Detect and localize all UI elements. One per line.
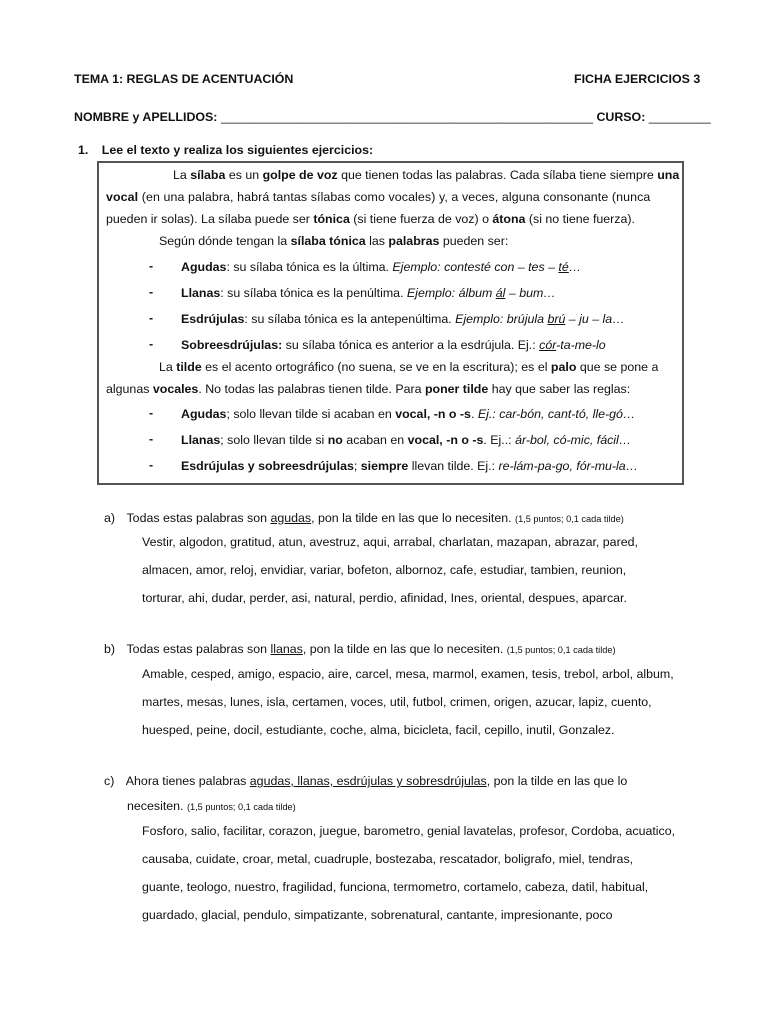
worksheet-title: TEMA 1: REGLAS DE ACENTUACIÓN [74, 72, 294, 86]
exercise-b-letter: b) [104, 642, 116, 656]
bullet-dash: - [149, 458, 154, 472]
bullet-dash: - [149, 259, 154, 273]
word-line: martes, mesas, lunes, isla, certamen, voces, util, futbol, crimen, origen, azucar, lapiz, cuento, [142, 695, 652, 709]
word-line: causaba, cuidate, croar, metal, cuadruple, bostezaba, rescatador, boligrafo, miel, tendras, [142, 852, 634, 866]
type-esdrujulas: Esdrújulas: su sílaba tónica es la antepenúltima. Ejemplo: brújula brú – ju – la… [181, 312, 625, 326]
type-agudas: Agudas: su sílaba tónica es la última. Ejemplo: contesté con – tes – té… [181, 260, 582, 274]
exercise-c-letter: c) [104, 774, 115, 788]
word-line: torturar, ahi, dudar, perder, asi, natural, perdio, afinidad, Ines, oriental, despues, aparcar. [142, 591, 627, 605]
theory-line-tilde-1: La tilde es el acento ortográfico (no suena, se ve en la escritura); es el palo que se pone a [159, 360, 659, 374]
exercise-b-heading: b) Todas estas palabras son llanas, pon la tilde en las que lo necesiten. (1,5 puntos; 0,1 cada tilde) [104, 642, 616, 656]
rule-llanas: Llanas; solo llevan tilde si no acaban en vocal, -n o -s. Ej..: ár-bol, có-mic, fácil… [181, 433, 632, 447]
name-blank: ______________________________________________________ [220, 110, 593, 124]
type-llanas: Llanas: su sílaba tónica es la penúltima. Ejemplo: álbum ál – bum… [181, 286, 556, 300]
type-sobreesdrujulas: Sobreesdrújulas: su sílaba tónica es anterior a la esdrújula. Ej.: cór-ta-me-lo [181, 338, 606, 352]
name-label: NOMBRE y APELLIDOS: [74, 110, 218, 124]
course-blank: _________ [648, 110, 711, 124]
word-line: Fosforo, salio, facilitar, corazon, juegue, barometro, genial lavatelas, profesor, Cordoba, acuatico, [142, 824, 676, 838]
word-line: guante, teologo, nuestro, fragilidad, funciona, termometro, cortamelo, cabeza, datil, habitual, [142, 880, 649, 894]
word-line: Vestir, algodon, gratitud, atun, avestruz, aqui, arrabal, charlatan, mazapan, abrazar, pared, [142, 535, 638, 549]
exercise-c-heading-cont: necesiten. (1,5 puntos; 0,1 cada tilde) [127, 799, 296, 813]
bullet-dash: - [149, 337, 154, 351]
theory-line-tilde-2: algunas vocales. No todas las palabras tienen tilde. Para poner tilde hay que saber las reglas: [106, 382, 631, 396]
exercise-a-heading: a) Todas estas palabras son agudas, pon la tilde en las que lo necesiten. (1,5 puntos; 0,1 cada tilde) [104, 511, 624, 525]
exercise-c-points: (1,5 puntos; 0,1 cada tilde) [186, 802, 296, 812]
exercise-a-words [142, 528, 638, 612]
exercise-c-words [142, 817, 675, 929]
bullet-dash: - [149, 285, 154, 299]
exercise-c-heading: c) Ahora tienes palabras agudas, llanas, esdrújulas y sobresdrújulas, pon la tilde en las que lo [104, 774, 628, 788]
question-1-number: 1. [78, 143, 89, 157]
word-line: almacen, amor, reloj, envidiar, variar, bofeton, albornoz, cafe, estudiar, tambien, reunion, [142, 563, 627, 577]
question-1-text: Lee el texto y realiza los siguientes ejercicios: [101, 143, 374, 157]
bullet-dash: - [149, 406, 154, 420]
exercise-a-letter: a) [104, 511, 116, 525]
theory-line-3: pueden ir solas). La sílaba puede ser tónica (si tiene fuerza de voz) o átona (si no tiene fuerza). [106, 212, 635, 226]
theory-line-2: vocal (en una palabra, habrá tantas sílabas como vocales) y, a veces, alguna consonante (nunca [106, 190, 651, 204]
theory-line-1: La sílaba es un golpe de voz que tienen todas las palabras. Cada sílaba tiene siempre una [173, 168, 680, 182]
exercise-a-points: (1,5 puntos; 0,1 cada tilde) [515, 514, 624, 524]
word-line: Amable, cesped, amigo, espacio, aire, carcel, mesa, marmol, examen, tesis, trebol, arbol, album, [142, 667, 674, 681]
exercise-b-points: (1,5 puntos; 0,1 cada tilde) [506, 645, 616, 655]
rule-esdrujulas: Esdrújulas y sobreesdrújulas; siempre llevan tilde. Ej.: re-lám-pa-go, fór-mu-la… [181, 459, 639, 473]
theory-box [97, 161, 684, 485]
course-label: CURSO: [596, 110, 646, 124]
theory-line-4: Según dónde tengan la sílaba tónica las palabras pueden ser: [159, 234, 509, 248]
exercise-b-words [142, 660, 674, 744]
word-line: guardado, glacial, pendulo, simpatizante, sobrenatural, cantante, impresionante, poco [142, 908, 613, 922]
word-line: huesped, peine, docil, estudiante, coche, alma, bicicleta, facil, cepillo, inutil, Gonzalez. [142, 723, 615, 737]
sheet-label: FICHA EJERCICIOS 3 [574, 72, 701, 86]
question-1-heading [78, 143, 373, 157]
name-course-line [74, 110, 711, 124]
bullet-dash: - [149, 432, 154, 446]
bullet-dash: - [149, 311, 154, 325]
rule-agudas: Agudas; solo llevan tilde si acaban en vocal, -n o -s. Ej.: car-bón, cant-tó, lle-gó… [181, 407, 636, 421]
